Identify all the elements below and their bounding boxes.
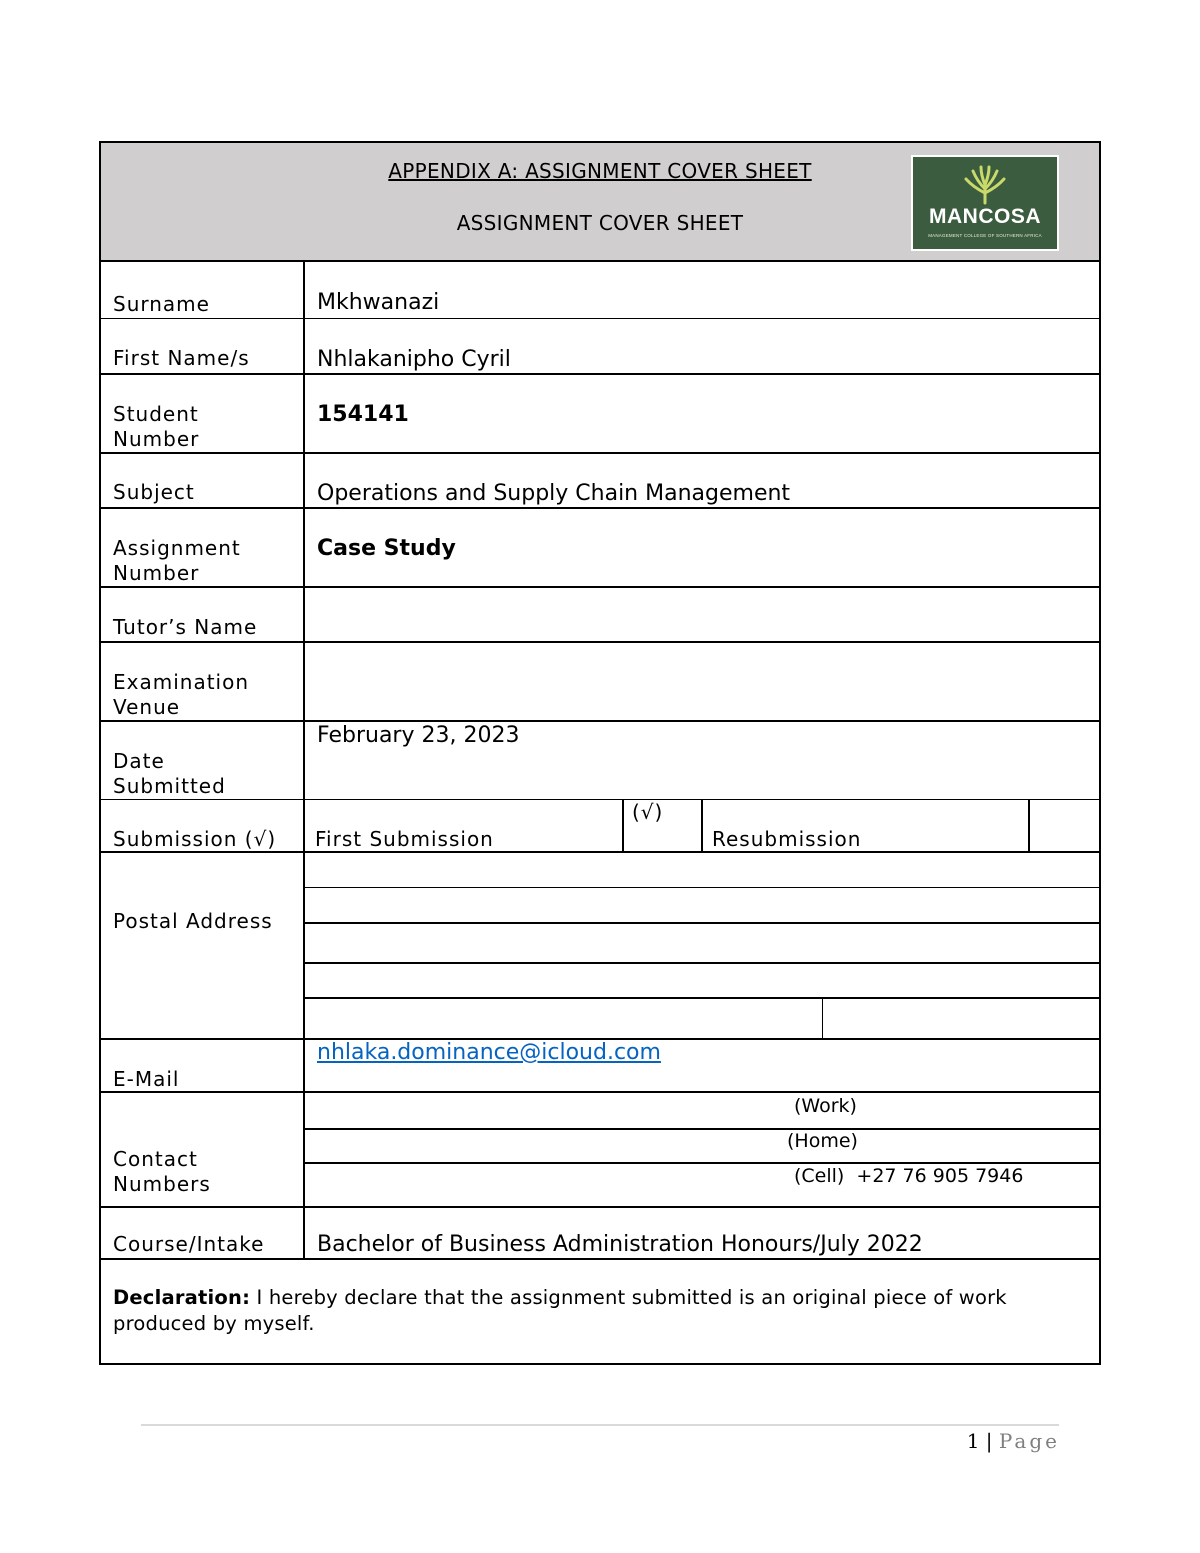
row-divider xyxy=(101,641,1099,643)
subject-value: Operations and Supply Chain Management xyxy=(317,481,791,506)
contact-line xyxy=(305,1162,1099,1164)
row-divider xyxy=(101,318,1099,319)
postal-line xyxy=(305,962,1099,964)
logo-tagline: MANAGEMENT COLLEGE OF SOUTHERN AFRICA xyxy=(928,233,1042,238)
postal-address-label: Postal Address xyxy=(113,909,273,933)
page-separator: | xyxy=(979,1429,999,1453)
email-label: E-Mail xyxy=(113,1067,180,1091)
email-link[interactable]: nhlaka.dominance@icloud.com xyxy=(317,1040,661,1065)
date-submitted-label: Date Submitted xyxy=(113,749,226,798)
logo-wordmark: MANCOSA xyxy=(929,205,1041,228)
row-divider xyxy=(101,507,1099,509)
column-divider xyxy=(303,262,305,1258)
postal-line xyxy=(305,997,1099,999)
row-divider xyxy=(101,1206,1099,1208)
submission-label: Submission (√) xyxy=(113,827,277,851)
first-name-value: Nhlakanipho Cyril xyxy=(317,347,511,372)
first-submission-label: First Submission xyxy=(315,827,494,851)
declaration xyxy=(113,1285,1093,1337)
surname-value: Mkhwanazi xyxy=(317,290,440,315)
postal-line xyxy=(305,887,1099,888)
subject-label: Subject xyxy=(113,480,195,504)
exam-venue-label: Examination Venue xyxy=(113,670,250,719)
student-number-label: Student Number xyxy=(113,402,200,451)
footer-divider xyxy=(141,1424,1059,1426)
postal-line xyxy=(305,922,1099,924)
home-phone-label: (Home) xyxy=(787,1130,858,1152)
row-divider xyxy=(101,720,1099,722)
first-name-label: First Name/s xyxy=(113,346,250,370)
row-divider xyxy=(101,373,1099,375)
submission-divider xyxy=(701,799,703,851)
row-divider xyxy=(101,1091,1099,1093)
contact-numbers-label: Contact Numbers xyxy=(113,1147,211,1196)
cell-phone-value: (Cell) +27 76 905 7946 xyxy=(794,1165,1024,1187)
assignment-number-label: Assignment Number xyxy=(113,536,241,585)
course-intake-value: Bachelor of Business Administration Honours/July 2022 xyxy=(317,1232,923,1257)
declaration-heading: Declaration: xyxy=(113,1286,251,1309)
tree-logo-icon xyxy=(963,165,1007,205)
postal-code-divider xyxy=(822,998,823,1038)
cover-sheet-title: ASSIGNMENT COVER SHEET xyxy=(456,211,744,235)
course-intake-label: Course/Intake xyxy=(113,1232,265,1256)
mancosa-logo xyxy=(911,155,1059,251)
row-divider xyxy=(101,1258,1099,1260)
tutor-name-label: Tutor’s Name xyxy=(113,615,258,639)
submission-divider xyxy=(1028,799,1030,851)
declaration-text: I hereby declare that the assignment submitted is an original piece of work produced by myself. xyxy=(113,1286,1007,1335)
row-divider xyxy=(101,452,1099,454)
row-divider xyxy=(101,586,1099,588)
page-number: 1 xyxy=(966,1429,980,1453)
cover-sheet-header xyxy=(101,143,1099,262)
resubmission-label: Resubmission xyxy=(712,827,862,851)
first-submission-mark: (√) xyxy=(632,800,664,824)
cover-sheet-table xyxy=(99,141,1101,1365)
student-number-value: 154141 xyxy=(317,402,409,427)
page-word: Page xyxy=(998,1429,1060,1453)
submission-divider xyxy=(622,799,624,851)
page-footer xyxy=(967,1429,1060,1453)
row-divider xyxy=(101,799,1099,800)
work-phone-label: (Work) xyxy=(794,1095,857,1117)
contact-line xyxy=(305,1128,1099,1130)
date-submitted-value: February 23, 2023 xyxy=(317,723,520,748)
surname-label: Surname xyxy=(113,292,210,316)
assignment-number-value: Case Study xyxy=(317,536,456,561)
appendix-title: APPENDIX A: ASSIGNMENT COVER SHEET xyxy=(388,159,812,183)
